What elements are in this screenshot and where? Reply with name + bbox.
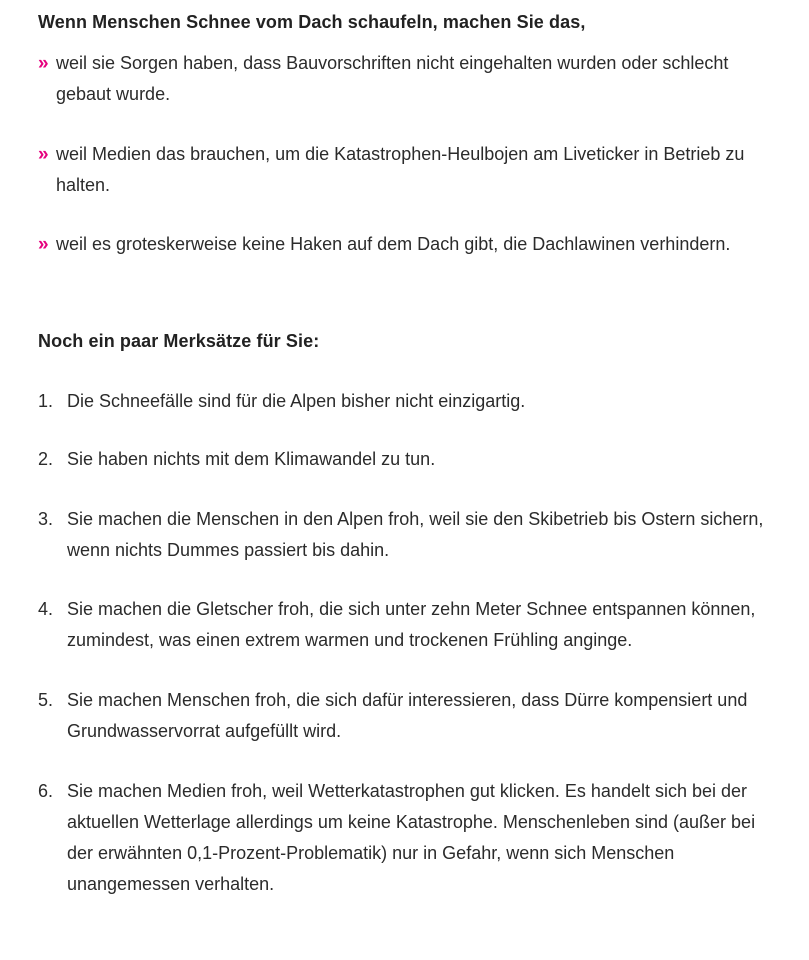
section-heading: Wenn Menschen Schnee vom Dach schaufeln, machen Sie das, [38,12,586,32]
list-text: Die Schneefälle sind für die Alpen bisher nicht einzigartig. [67,391,526,411]
bullet-item [38,229,778,260]
list-number: 2. [38,449,54,469]
bullet-text: weil Medien das brauchen, um die Katastrophen-Heulbojen am Liveticker in Betrieb zu halten. [56,144,745,195]
list-number: 1. [38,391,54,411]
list-text: Sie haben nichts mit dem Klimawandel zu tun. [67,449,436,469]
section-heading: Noch ein paar Merksätze für Sie: [38,331,320,351]
bullet-text: weil es groteskerweise keine Haken auf dem Dach gibt, die Dachlawinen verhindern. [56,234,731,254]
list-number: 5. [38,690,54,710]
list-number: 6. [38,781,54,801]
list-item [38,685,778,747]
bullet-item [38,139,778,201]
list-item [38,594,778,656]
list-item [38,444,778,475]
bullet-text: weil sie Sorgen haben, dass Bauvorschriften nicht eingehalten wurden oder schlecht gebaut wurde. [56,53,729,104]
list-text: Sie machen Medien froh, weil Wetterkatastrophen gut klicken. Es handelt sich bei der aktuellen Wetterlage allerdings um keine Katastrophe. Menschenleben sind (außer bei der erwähnten 0,1-Prozent-Problematik) nur in Gefahr, wenn sich Menschen unangemessen verhalten. [67,781,756,894]
list-text: Sie machen die Menschen in den Alpen froh, weil sie den Skibetrieb bis Ostern sichern, wenn nichts Dummes passiert bis dahin. [67,509,764,560]
list-item [38,776,778,900]
list-number: 4. [38,599,54,619]
list-text: Sie machen die Gletscher froh, die sich unter zehn Meter Schnee entspannen können, zumindest, was einen extrem warmen und trockenen Frühling anginge. [67,599,756,650]
double-chevron-icon: » [38,234,49,255]
bullet-item [38,48,778,110]
double-chevron-icon: » [38,144,49,165]
list-number: 3. [38,509,54,529]
list-item [38,504,778,566]
list-item [38,386,778,417]
list-text: Sie machen Menschen froh, die sich dafür interessieren, dass Dürre kompensiert und Grundwasservorrat aufgefüllt wird. [67,690,748,741]
double-chevron-icon: » [38,53,49,74]
